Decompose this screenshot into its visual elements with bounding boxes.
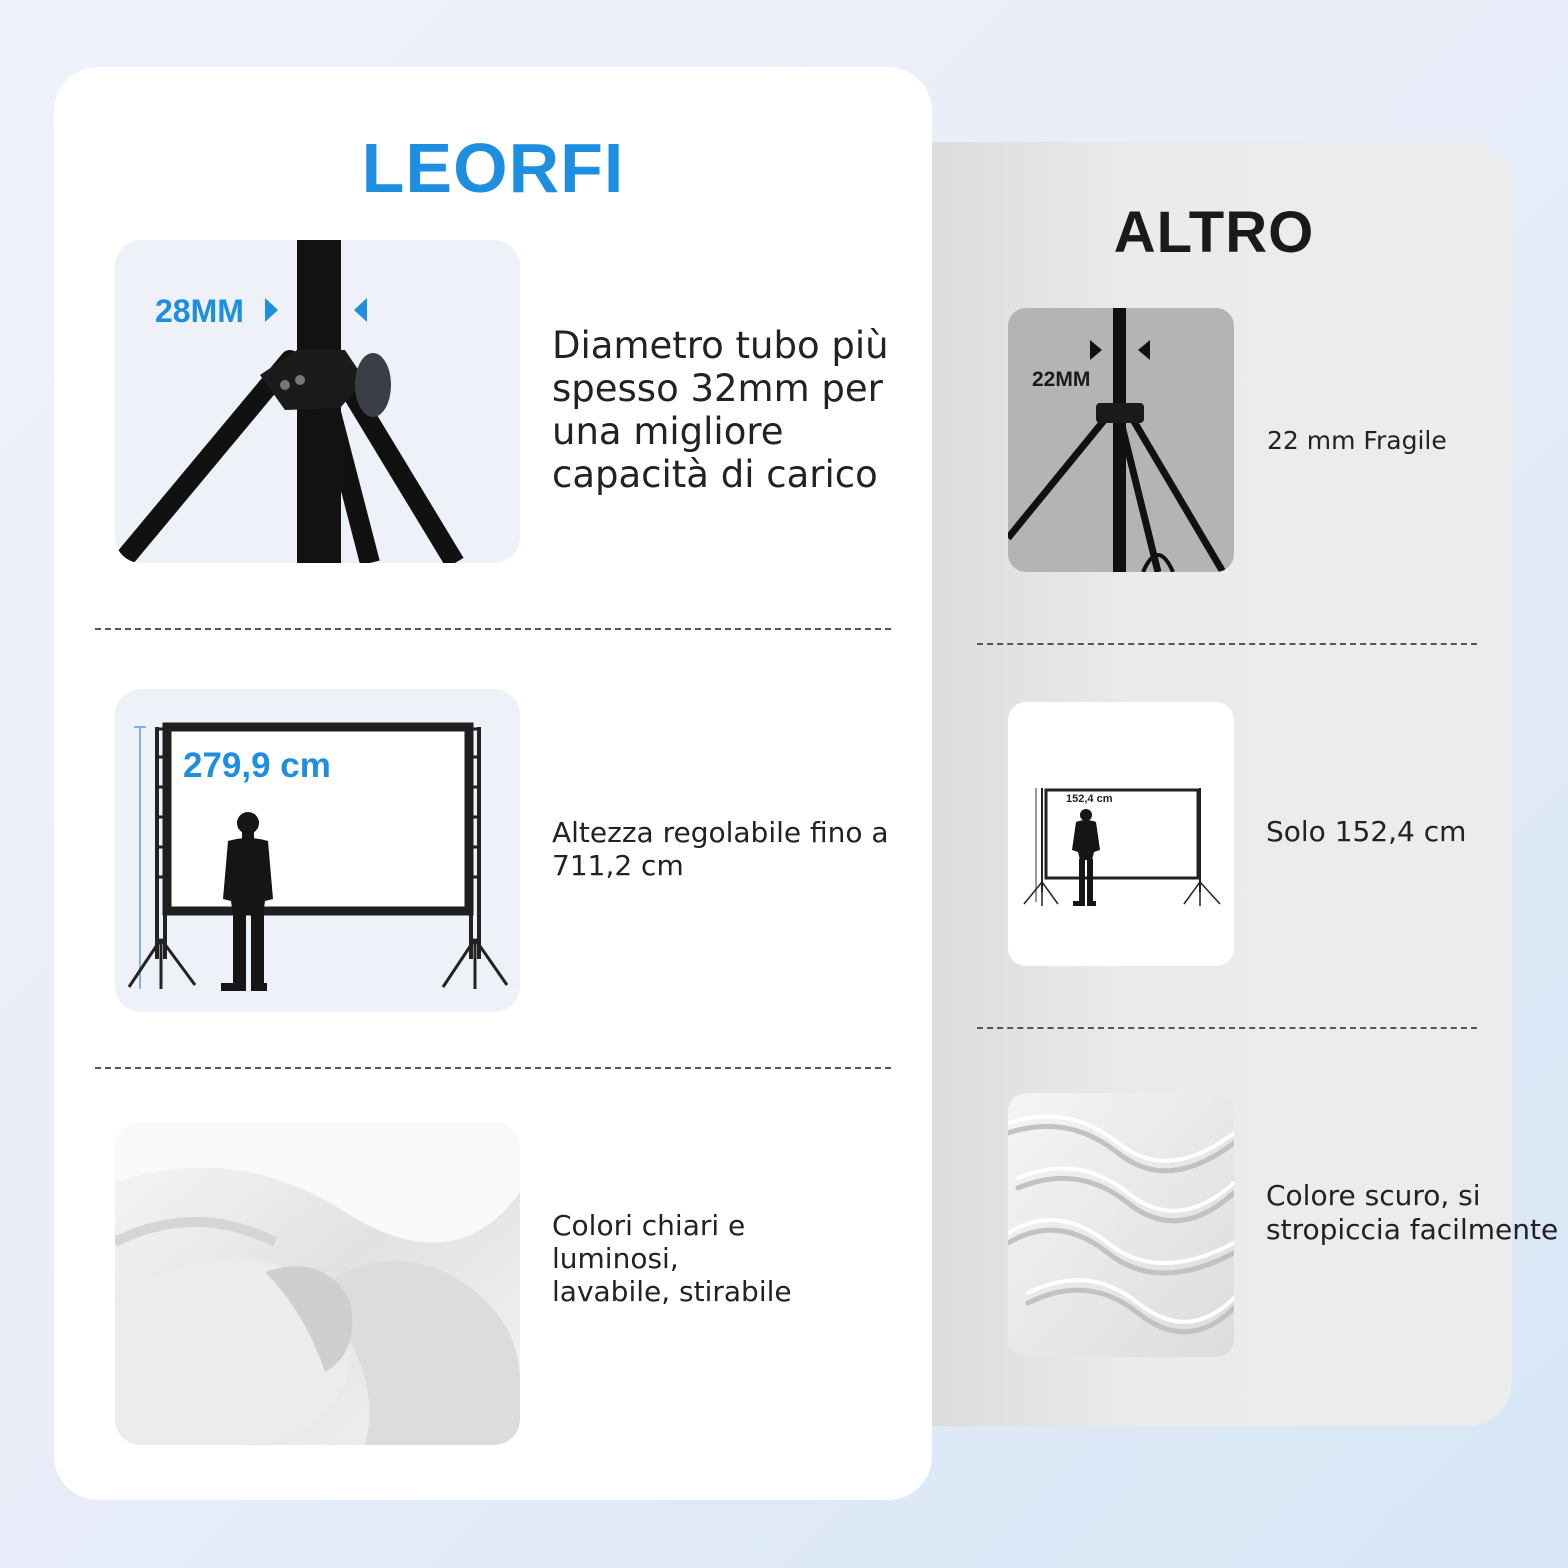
- altro-height-label: 152,4 cm: [1066, 793, 1113, 805]
- leorfi-screen-image: [115, 689, 520, 1012]
- altro-title: ALTRO: [1113, 200, 1315, 265]
- leorfi-title: LEORFI: [361, 129, 625, 207]
- altro-tube-label: 22MM: [1032, 368, 1091, 391]
- leorfi-tube-label: 28MM: [155, 293, 244, 329]
- altro-divider-2: [977, 1027, 1477, 1029]
- leorfi-tripod-image: [115, 240, 520, 563]
- leorfi-fabric-image: [115, 1122, 520, 1445]
- altro-tripod-image: [1008, 308, 1234, 572]
- altro-screen-image: [1008, 702, 1234, 966]
- leorfi-fabric-text: Colori chiari e luminosi, lavabile, stirabile: [552, 1209, 792, 1308]
- leorfi-height-label: 279,9 cm: [183, 746, 331, 785]
- altro-tube-text: 22 mm Fragile: [1267, 426, 1447, 455]
- altro-fabric-image: [1008, 1093, 1234, 1357]
- leorfi-height-text: Altezza regolabile fino a 711,2 cm: [552, 816, 889, 882]
- altro-divider-1: [977, 643, 1477, 645]
- leorfi-divider-2: [95, 1067, 891, 1069]
- altro-fabric-text: Colore scuro, si stropiccia facilmente: [1266, 1179, 1559, 1246]
- leorfi-divider-1: [95, 628, 891, 630]
- altro-height-text: Solo 152,4 cm: [1266, 815, 1467, 848]
- leorfi-tube-text: Diametro tubo più spesso 32mm per una migliore capacità di carico: [552, 324, 889, 496]
